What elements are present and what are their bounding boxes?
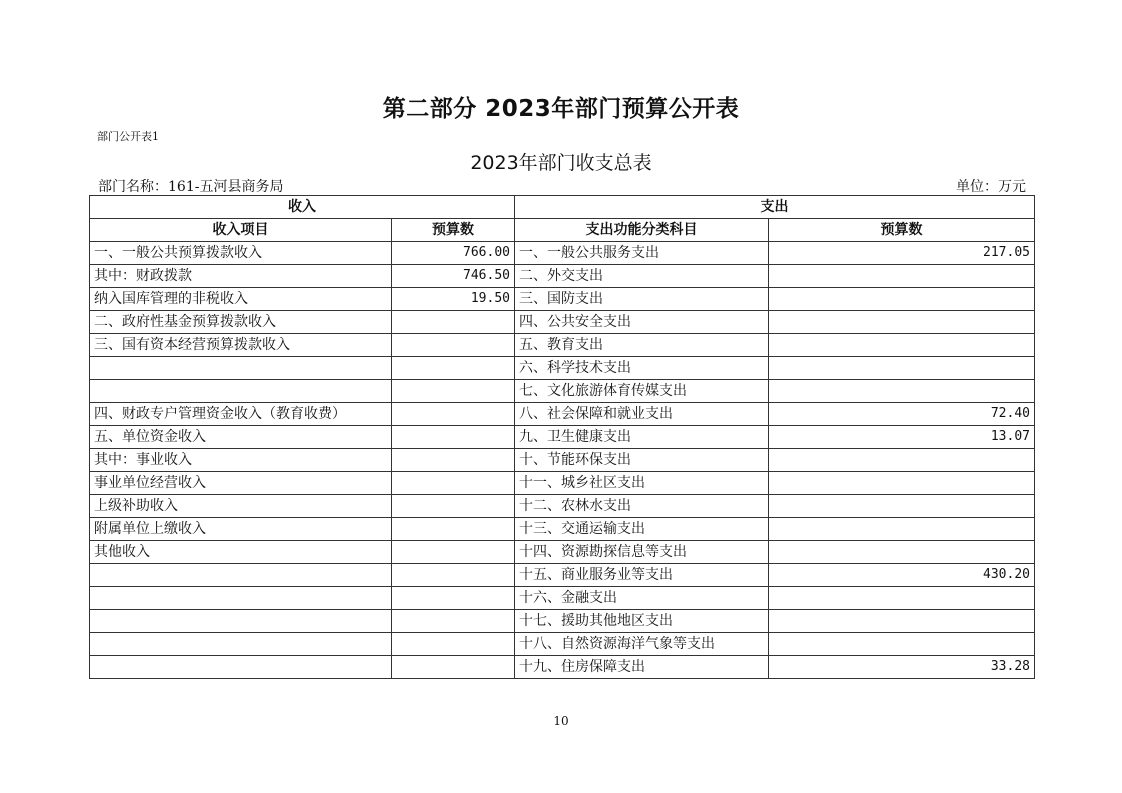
expense-value-cell: 72.40: [769, 403, 1035, 426]
table-row: [90, 472, 1035, 495]
income-item-cell: 上级补助收入: [90, 495, 392, 518]
expense-item-cell: 十六、金融支出: [515, 587, 769, 610]
income-item-cell: 二、政府性基金预算拨款收入: [90, 311, 392, 334]
expense-value-cell: [769, 449, 1035, 472]
income-item-cell: [90, 564, 392, 587]
table-title: 2023年部门收支总表: [470, 152, 652, 174]
expense-value-cell: [769, 288, 1035, 311]
table-row: [90, 449, 1035, 472]
expense-item-cell: 十二、农林水支出: [515, 495, 769, 518]
income-value-cell: [392, 495, 515, 518]
expense-value-cell: 217.05: [769, 242, 1035, 265]
expense-item-cell: 三、国防支出: [515, 288, 769, 311]
income-value-cell: [392, 426, 515, 449]
income-item-cell: 其他收入: [90, 541, 392, 564]
table-body: [90, 242, 1035, 679]
expense-item-cell: 十五、商业服务业等支出: [515, 564, 769, 587]
expense-item-cell: 十、节能环保支出: [515, 449, 769, 472]
income-item-cell: [90, 633, 392, 656]
income-item-cell: 纳入国库管理的非税收入: [90, 288, 392, 311]
expense-item-cell: 七、文化旅游体育传媒支出: [515, 380, 769, 403]
page-number: 10: [553, 714, 569, 728]
table-row: [90, 426, 1035, 449]
income-item-cell: 五、单位资金收入: [90, 426, 392, 449]
expense-item-cell: 二、外交支出: [515, 265, 769, 288]
income-budget-header: 预算数: [392, 219, 515, 242]
expense-budget-header: 预算数: [769, 219, 1035, 242]
income-value-cell: [392, 311, 515, 334]
expense-item-cell: 六、科学技术支出: [515, 357, 769, 380]
expense-value-cell: [769, 265, 1035, 288]
income-value-cell: [392, 541, 515, 564]
table-row: [90, 334, 1035, 357]
income-item-cell: 一、一般公共预算拨款收入: [90, 242, 392, 265]
income-group-header: 收入: [90, 196, 515, 219]
expense-item-cell: 十一、城乡社区支出: [515, 472, 769, 495]
income-item-cell: 三、国有资本经营预算拨款收入: [90, 334, 392, 357]
department-name: 部门名称：161-五河县商务局: [98, 179, 284, 195]
expense-item-cell: 五、教育支出: [515, 334, 769, 357]
main-title: 第二部分 2023年部门预算公开表: [382, 96, 740, 122]
table-row: [90, 541, 1035, 564]
table-row: [90, 265, 1035, 288]
expense-value-cell: [769, 357, 1035, 380]
income-item-cell: [90, 357, 392, 380]
table-row: [90, 242, 1035, 265]
table-row: [90, 495, 1035, 518]
expense-value-cell: [769, 472, 1035, 495]
budget-table: [89, 195, 1035, 679]
income-value-cell: [392, 610, 515, 633]
expense-value-cell: 430.20: [769, 564, 1035, 587]
expense-value-cell: 13.07: [769, 426, 1035, 449]
expense-value-cell: [769, 610, 1035, 633]
table-row: [90, 288, 1035, 311]
income-item-header: 收入项目: [90, 219, 392, 242]
expense-value-cell: [769, 311, 1035, 334]
table-row: [90, 587, 1035, 610]
expense-value-cell: [769, 518, 1035, 541]
income-item-cell: 其中：事业收入: [90, 449, 392, 472]
income-item-cell: 四、财政专户管理资金收入（教育收费）: [90, 403, 392, 426]
unit-label: 单位：万元: [956, 179, 1026, 195]
income-value-cell: 19.50: [392, 288, 515, 311]
income-item-cell: [90, 380, 392, 403]
income-value-cell: [392, 518, 515, 541]
table-row: [90, 518, 1035, 541]
table-code: 部门公开表1: [97, 130, 159, 143]
expense-item-cell: 十七、援助其他地区支出: [515, 610, 769, 633]
income-item-cell: [90, 587, 392, 610]
income-item-cell: 事业单位经营收入: [90, 472, 392, 495]
expense-item-cell: 九、卫生健康支出: [515, 426, 769, 449]
expense-group-header: 支出: [515, 196, 1035, 219]
expense-item-cell: 十三、交通运输支出: [515, 518, 769, 541]
income-value-cell: [392, 472, 515, 495]
expense-item-cell: 十九、住房保障支出: [515, 656, 769, 679]
expense-value-cell: [769, 541, 1035, 564]
table-row: [90, 633, 1035, 656]
table-row: [90, 357, 1035, 380]
table-row: [90, 403, 1035, 426]
expense-item-cell: 一、一般公共服务支出: [515, 242, 769, 265]
expense-item-cell: 八、社会保障和就业支出: [515, 403, 769, 426]
table-row: [90, 656, 1035, 679]
expense-value-cell: [769, 380, 1035, 403]
income-value-cell: [392, 403, 515, 426]
table-row: [90, 311, 1035, 334]
income-value-cell: [392, 380, 515, 403]
expense-value-cell: [769, 633, 1035, 656]
table-row: [90, 610, 1035, 633]
expense-item-cell: 十八、自然资源海洋气象等支出: [515, 633, 769, 656]
table-row: [90, 380, 1035, 403]
table-row: [90, 564, 1035, 587]
expense-item-cell: 十四、资源勘探信息等支出: [515, 541, 769, 564]
income-item-cell: 附属单位上缴收入: [90, 518, 392, 541]
group-header-row: [90, 196, 1035, 219]
income-item-cell: [90, 656, 392, 679]
income-value-cell: 766.00: [392, 242, 515, 265]
income-item-cell: 其中：财政拨款: [90, 265, 392, 288]
expense-value-cell: [769, 495, 1035, 518]
income-value-cell: [392, 587, 515, 610]
expense-value-cell: [769, 587, 1035, 610]
income-value-cell: [392, 633, 515, 656]
income-value-cell: [392, 564, 515, 587]
expense-item-header: 支出功能分类科目: [515, 219, 769, 242]
income-value-cell: [392, 656, 515, 679]
income-value-cell: 746.50: [392, 265, 515, 288]
expense-value-cell: [769, 334, 1035, 357]
income-value-cell: [392, 334, 515, 357]
income-value-cell: [392, 357, 515, 380]
income-value-cell: [392, 449, 515, 472]
income-item-cell: [90, 610, 392, 633]
expense-item-cell: 四、公共安全支出: [515, 311, 769, 334]
expense-value-cell: 33.28: [769, 656, 1035, 679]
column-header-row: [90, 219, 1035, 242]
